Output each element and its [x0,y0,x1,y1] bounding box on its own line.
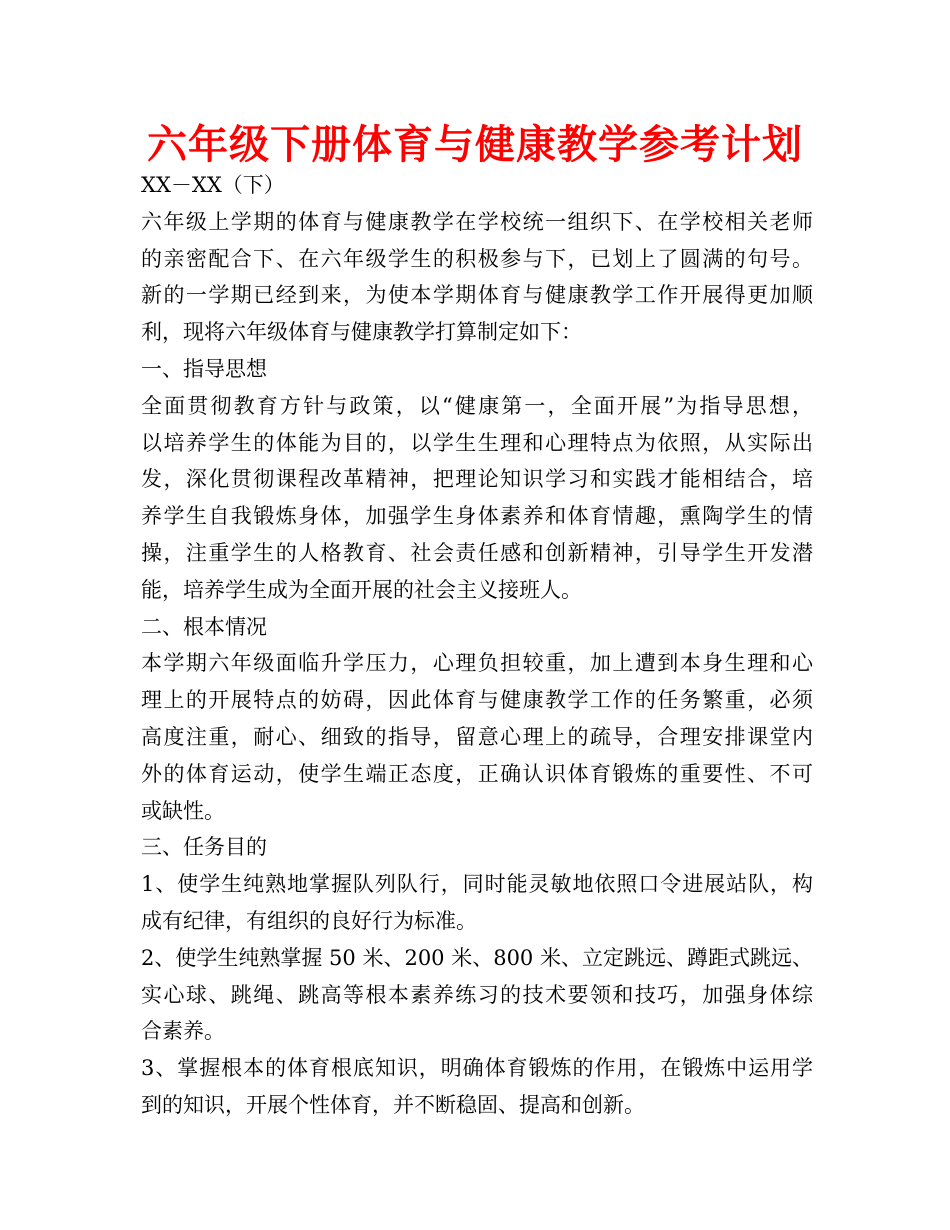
text-line: 新的一学期已经到来，为使本学期体育与健康教学工作开展得更加顺 [141,283,813,308]
text-line: 养学生自我锻炼身体，加强学生身体素养和体育情趣，熏陶学生的情 [141,504,813,529]
text-line: 实心球、跳绳、跳高等根本素养练习的技术要领和技巧，加强身体综 [141,982,813,1007]
document-title: 六年级下册体育与健康教学参考计划 [147,122,803,168]
text-line: 操，注重学生的人格教育、社会责任感和创新精神，引导学生开发潜 [141,540,813,565]
text-line: 高度注重，耐心、细致的指导，留意心理上的疏导，合理安排课堂内 [141,724,813,749]
text-line: 1、使学生纯熟地掌握队列队行，同时能灵敏地依照口令进展站队，构 [141,872,813,897]
text-line: 发，深化贯彻课程改革精神，把理论知识学习和实践才能相结合，培 [141,467,813,492]
text-line: 2、使学生纯熟掌握 50 米、200 米、800 米、立定跳远、蹲距式跳远、 [141,945,813,970]
text-line: 一、指导思想 [141,356,267,381]
text-line: 三、任务目的 [141,835,267,860]
text-line: 合素养。 [141,1019,225,1044]
text-line: 或缺性。 [141,798,225,823]
text-line: 理上的开展特点的妨碍，因此体育与健康教学工作的任务繁重，必须 [141,688,813,713]
text-line: 利，现将六年级体育与健康教学打算制定如下： [141,320,582,345]
text-line: 以培养学生的体能为目的，以学生生理和心理特点为依照，从实际出 [141,430,813,455]
text-line: 二、根本情况 [141,614,267,639]
text-line: 成有纪律，有组织的良好行为标准。 [141,908,477,933]
text-line: 能，培养学生成为全面开展的社会主义接班人。 [141,577,582,602]
text-line: 的亲密配合下、在六年级学生的积极参与下，已划上了圆满的句号。 [141,246,813,271]
text-line: 全面贯彻教育方针与政策，以“健康第一，全面开展”为指导思想， [141,393,813,418]
text-line: 外的体育运动，使学生端正态度，正确认识体育锻炼的重要性、不可 [141,761,813,786]
text-line: XX－XX（下） [141,173,285,197]
document-body [141,167,813,1124]
text-line: 六年级上学期的体育与健康教学在学校统一组织下、在学校相关老师 [141,209,813,234]
text-line: 3、掌握根本的体育根底知识，明确体育锻炼的作用，在锻炼中运用学 [141,1056,813,1081]
text-line: 到的知识，开展个性体育，并不断稳固、提高和创新。 [141,1092,645,1117]
text-line: 本学期六年级面临升学压力，心理负担较重，加上遭到本身生理和心 [141,651,813,676]
